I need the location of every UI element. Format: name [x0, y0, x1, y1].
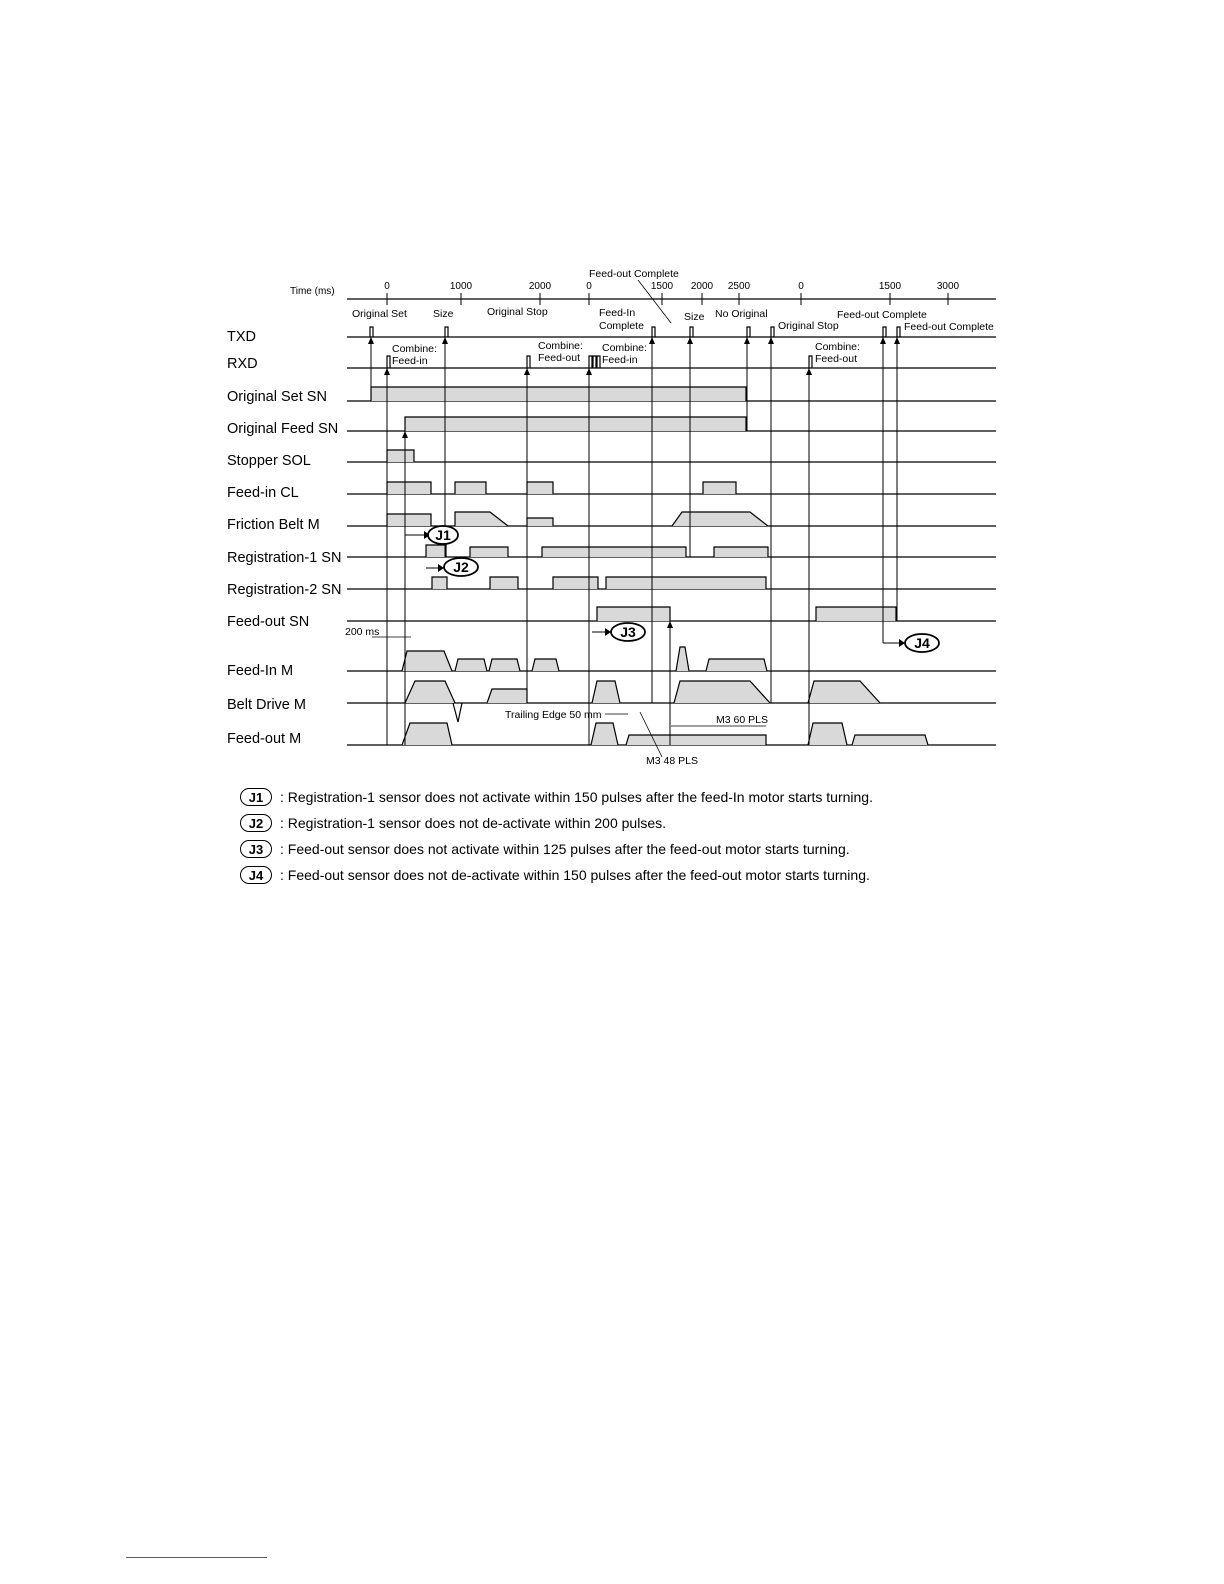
annot-feedin-complete-1: Feed-In	[599, 307, 636, 319]
legend-text-j3: : Feed-out sensor does not activate within 125 pulses after the feed-out motor starts turning.	[280, 841, 850, 857]
feedout-m-fill	[808, 723, 847, 745]
friction-fill	[455, 512, 508, 526]
axis-tick-label: 3000	[936, 281, 960, 292]
annot-combine-feedout-2b: Feed-out	[815, 353, 858, 365]
rxd-spike	[593, 356, 596, 368]
annot-feedout-complete-3: Feed-out Complete	[904, 321, 994, 333]
belt-fill	[405, 681, 455, 703]
feedin-m-fill	[706, 659, 767, 671]
signal-label-stopper: Stopper SOL	[227, 453, 311, 469]
signal-label-orig_set: Original Set SN	[227, 389, 327, 405]
rxd-spike	[589, 356, 592, 368]
event-marker-arrow	[368, 337, 374, 344]
axis-tick-label: 0	[798, 281, 804, 292]
event-marker-arrow	[667, 621, 673, 628]
reg1-fill	[426, 545, 446, 557]
event-marker-arrow	[524, 368, 530, 375]
legend-row-j2	[240, 810, 1000, 836]
badge-j3	[592, 623, 645, 641]
rxd-spike	[597, 356, 600, 368]
badge-j4-text: J4	[914, 635, 930, 651]
footer-rule	[126, 1557, 267, 1558]
annot-feedout-complete-2: Feed-out Complete	[837, 309, 927, 321]
signal-label-feedout_sn: Feed-out SN	[227, 614, 310, 630]
timing-chart	[0, 0, 1224, 780]
annot-original-set: Original Set	[352, 308, 407, 320]
txd-spike	[370, 327, 373, 337]
event-marker-arrow	[687, 337, 693, 344]
legend	[240, 784, 1000, 888]
axis-tick-label: 2000	[690, 281, 714, 292]
badge-j2	[426, 558, 478, 576]
belt-dip	[453, 703, 462, 722]
badge-j2-text: J2	[453, 559, 469, 575]
annot-no-original: No Original	[715, 308, 768, 320]
axis-tick-label: 0	[586, 281, 592, 292]
annot-combine-feedin-2a: Combine:	[602, 342, 647, 354]
txd-spike	[445, 327, 448, 337]
annot-combine-feedin-2b: Feed-in	[602, 354, 638, 366]
feedout-sn-fill	[816, 607, 896, 621]
txd-spike	[652, 327, 655, 337]
signal-label-feedin_cl: Feed-in CL	[227, 485, 299, 501]
feedin-cl-fill	[527, 482, 553, 494]
belt-fill	[674, 681, 770, 703]
event-marker-arrow	[402, 431, 408, 438]
annot-original-stop-2: Original Stop	[778, 320, 839, 332]
txd-spike	[883, 327, 886, 337]
legend-text-j2: : Registration-1 sensor does not de-activate within 200 pulses.	[280, 815, 666, 831]
annot-combine-feedout-1a: Combine:	[538, 340, 583, 352]
rxd-spike	[387, 356, 390, 368]
signal-label-reg2: Registration-2 SN	[227, 582, 342, 598]
reg1-fill	[542, 547, 686, 557]
feedin-cl-fill	[387, 482, 431, 494]
feedin-m-fill	[402, 651, 452, 671]
time-axis-ticks	[384, 281, 959, 305]
signal-label-txd: TXD	[227, 329, 256, 345]
feedin-m-fill	[455, 659, 487, 671]
event-marker-arrow	[586, 368, 592, 375]
stopper-fill	[387, 450, 414, 462]
event-marker-arrow	[894, 337, 900, 344]
feedout-sn-fill	[597, 607, 670, 621]
signal-label-feedin_m: Feed-In M	[227, 663, 294, 679]
friction-fill	[527, 518, 553, 526]
event-marker-arrow	[649, 337, 655, 344]
badge-j1	[405, 526, 458, 544]
signal-label-belt: Belt Drive M	[227, 697, 306, 713]
legend-badge-j4: J4	[240, 866, 272, 884]
annot-m3-60: M3 60 PLS	[716, 714, 768, 726]
signal-label-reg1: Registration-1 SN	[227, 550, 342, 566]
event-marker-arrow	[384, 368, 390, 375]
annot-combine-feedout-2a: Combine:	[815, 341, 860, 353]
event-marker-arrow	[880, 337, 886, 344]
axis-tick-label: 0	[384, 281, 390, 292]
annot-combine-feedin-1a: Combine:	[392, 343, 437, 355]
annot-original-stop-1: Original Stop	[487, 306, 548, 318]
feedout-m-fill	[626, 735, 766, 745]
txd-spike	[771, 327, 774, 337]
orig-feed-fill	[405, 417, 746, 431]
signal-label-orig_feed: Original Feed SN	[227, 421, 339, 437]
annot-combine-feedin-1b: Feed-in	[392, 355, 428, 367]
reg2-fill	[432, 577, 447, 589]
event-marker-arrow	[744, 337, 750, 344]
time-axis-label: Time (ms)	[290, 286, 335, 297]
signal-labels	[227, 329, 341, 747]
badge-j3-text: J3	[620, 624, 636, 640]
reg1-fill	[714, 547, 768, 557]
reg1-fill	[470, 547, 508, 557]
feedin-cl-fill	[703, 482, 736, 494]
axis-tick-label: 1000	[449, 281, 473, 292]
legend-text-j4: : Feed-out sensor does not de-activate within 150 pulses after the feed-out motor starts turning.	[280, 867, 870, 883]
event-marker-arrow	[768, 337, 774, 344]
annot-combine-feedout-1b: Feed-out	[538, 352, 581, 364]
signal-label-friction: Friction Belt M	[227, 517, 320, 533]
reg2-fill	[490, 577, 518, 589]
signal-label-rxd: RXD	[227, 356, 258, 372]
annot-size-2: Size	[684, 311, 705, 323]
legend-badge-j3: J3	[240, 840, 272, 858]
axis-tick-label: 2500	[727, 281, 751, 292]
axis-tick-label: 2000	[528, 281, 552, 292]
signal-label-feedout_m: Feed-out M	[227, 731, 302, 747]
annot-200ms: 200 ms	[345, 626, 380, 638]
legend-text-j1: : Registration-1 sensor does not activate within 150 pulses after the feed-In motor starts turning.	[280, 789, 873, 805]
annot-m3-48: M3 48 PLS	[646, 755, 698, 767]
txd-spike	[747, 327, 750, 337]
annot-feedin-complete-2: Complete	[599, 320, 644, 332]
rxd-spike	[527, 356, 530, 368]
feedin-cl-fill	[455, 482, 486, 494]
belt-fill	[487, 689, 527, 703]
legend-row-j4	[240, 862, 1000, 888]
badge-j1-text: J1	[435, 527, 451, 543]
legend-row-j1	[240, 784, 1000, 810]
reg2-fill	[553, 577, 598, 589]
rxd-spike	[809, 356, 812, 368]
friction-fill	[387, 514, 431, 526]
feedout-m-fill	[402, 723, 452, 745]
legend-badge-j1: J1	[240, 788, 272, 806]
feedin-m-fill	[532, 659, 559, 671]
annot-feedout-complete-top: Feed-out Complete	[589, 268, 679, 280]
txd-spike	[897, 327, 900, 337]
annot-size-1: Size	[433, 308, 454, 320]
event-marker-arrow	[442, 337, 448, 344]
feedin-m-fill	[489, 659, 520, 671]
axis-tick-label: 1500	[650, 281, 674, 292]
legend-badge-j2: J2	[240, 814, 272, 832]
legend-row-j3	[240, 836, 1000, 862]
txd-spike	[690, 327, 693, 337]
annot-trailing-edge: Trailing Edge 50 mm	[505, 709, 602, 721]
event-marker-arrow	[806, 368, 812, 375]
axis-tick-label: 1500	[878, 281, 902, 292]
feedout-m-fill	[852, 735, 928, 745]
reg2-fill	[606, 577, 766, 589]
badge-j4	[883, 634, 939, 652]
